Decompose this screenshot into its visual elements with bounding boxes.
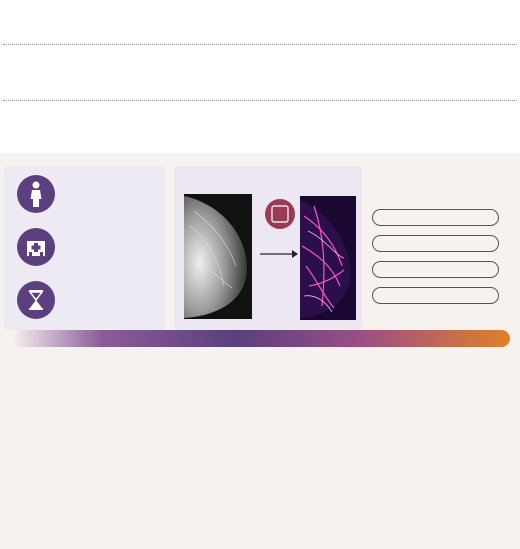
bac-segmentation-image (300, 196, 356, 320)
legend-item (210, 519, 228, 529)
bac-mild-category (372, 235, 499, 252)
mammogram-ai-illustration (174, 166, 362, 330)
graphical-abstract (0, 153, 520, 549)
divider (3, 44, 517, 45)
arrow-icon (260, 250, 298, 258)
legend-item (140, 519, 158, 529)
prognostic-banner (12, 330, 510, 347)
bac-severe-category (372, 287, 499, 304)
bac-moderate-category (372, 261, 499, 278)
bac-zero-category (372, 209, 499, 226)
hourglass-icon (17, 281, 55, 319)
mammogram-image (184, 194, 252, 319)
legend-item (70, 519, 88, 529)
ai-badge (265, 199, 295, 229)
imaging-card (174, 166, 362, 330)
woman-icon (17, 175, 55, 213)
cohort-card (4, 166, 166, 330)
hospital-icon (17, 228, 55, 266)
legend-item (310, 519, 328, 529)
legend (70, 519, 510, 533)
divider (3, 100, 517, 101)
survival-curves (0, 351, 520, 517)
